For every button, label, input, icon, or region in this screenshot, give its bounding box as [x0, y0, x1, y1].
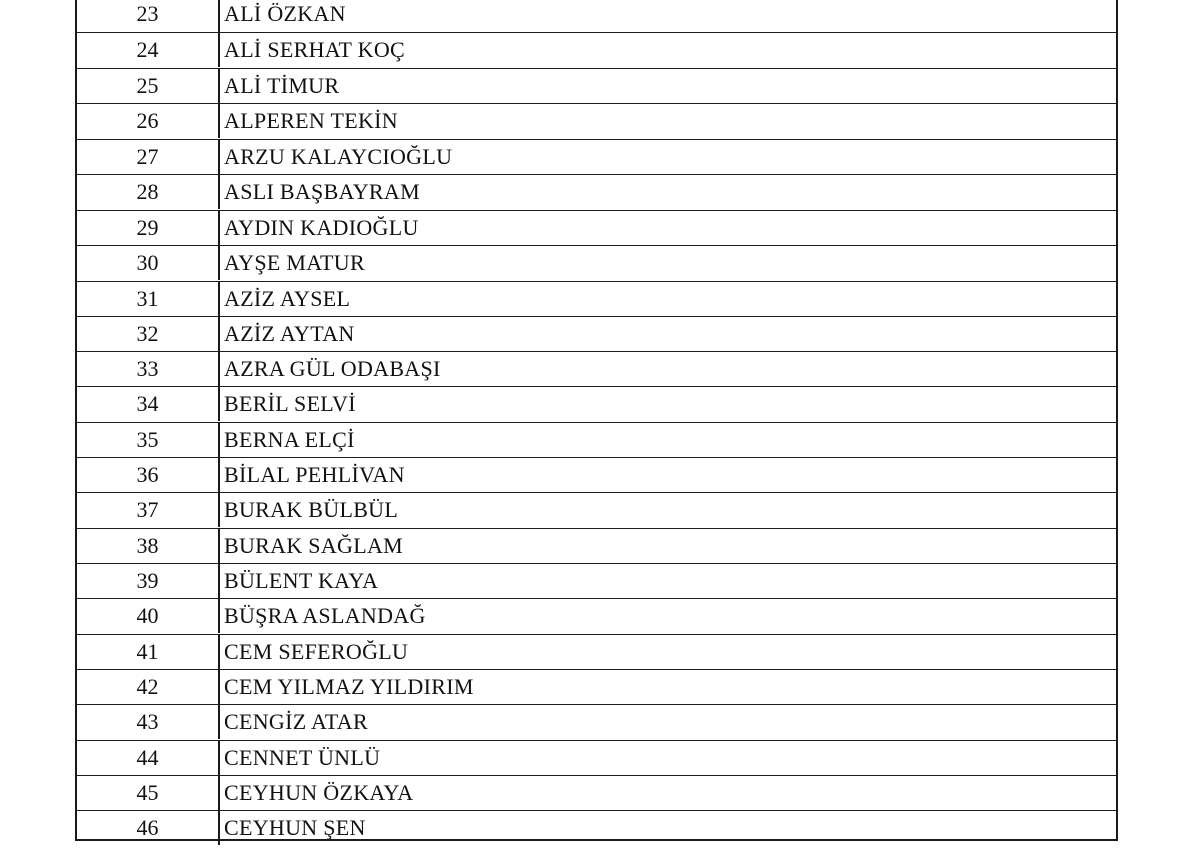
row-number-cell: 25 [136, 73, 159, 98]
row-number-cell: 40 [136, 603, 159, 628]
table-row [77, 281, 1116, 316]
table-row [77, 245, 1116, 280]
person-name-cell: BERİL SELVİ [218, 387, 1116, 421]
person-name-cell: CENNET ÜNLÜ [218, 741, 1116, 775]
row-number-cell: 44 [136, 745, 159, 770]
person-name-cell: CENGİZ ATAR [218, 705, 1116, 739]
row-number-cell: 34 [136, 391, 159, 416]
row-number-cell: 23 [136, 1, 159, 26]
person-name-cell: BİLAL PEHLİVAN [218, 458, 1116, 492]
row-number-cell: 45 [136, 780, 159, 805]
row-number-cell: 42 [136, 674, 159, 699]
person-name-cell: AZİZ AYTAN [218, 317, 1116, 351]
table-row [77, 316, 1116, 351]
table-row [77, 174, 1116, 209]
person-name-cell: BERNA ELÇİ [218, 423, 1116, 457]
table-row [77, 492, 1116, 527]
row-number-cell: 39 [136, 568, 159, 593]
table-row [77, 386, 1116, 421]
row-number-cell: 31 [136, 286, 159, 311]
table-row [77, 0, 1116, 32]
table-row [77, 528, 1116, 563]
table-row [77, 32, 1116, 67]
table-row [77, 704, 1116, 739]
table-row [77, 210, 1116, 245]
table-row [77, 103, 1116, 138]
person-name-cell: AZRA GÜL ODABAŞI [218, 352, 1116, 386]
row-number-cell: 38 [136, 533, 159, 558]
person-name-cell: CEM SEFEROĞLU [218, 635, 1116, 669]
person-name-cell: BÜŞRA ASLANDAĞ [218, 599, 1116, 633]
person-name-cell: ASLI BAŞBAYRAM [218, 175, 1116, 209]
table-row [77, 598, 1116, 633]
person-name-cell: CEM YILMAZ YILDIRIM [218, 670, 1116, 704]
person-name-cell: AYŞE MATUR [218, 246, 1116, 280]
person-name-cell: CEYHUN ŞEN [218, 811, 1116, 845]
table-row [77, 457, 1116, 492]
row-number-cell: 43 [136, 709, 159, 734]
table-row [77, 740, 1116, 775]
table-row [77, 669, 1116, 704]
name-list-table [75, 0, 1118, 841]
row-number-cell: 36 [136, 462, 159, 487]
row-number-cell: 41 [136, 639, 159, 664]
person-name-cell: ALİ ÖZKAN [218, 0, 1116, 32]
row-number-cell: 24 [136, 37, 159, 62]
table-row [77, 634, 1116, 669]
row-number-cell: 33 [136, 356, 159, 381]
person-name-cell: BURAK BÜLBÜL [218, 493, 1116, 527]
row-number-cell: 28 [136, 179, 159, 204]
row-number-cell: 32 [136, 321, 159, 346]
person-name-cell: ARZU KALAYCIOĞLU [218, 140, 1116, 174]
person-name-cell: BÜLENT KAYA [218, 564, 1116, 598]
row-number-cell: 35 [136, 427, 159, 452]
table-row [77, 139, 1116, 174]
table-row [77, 351, 1116, 386]
person-name-cell: ALPEREN TEKİN [218, 104, 1116, 138]
row-number-cell: 30 [136, 250, 159, 275]
person-name-cell: ALİ TİMUR [218, 69, 1116, 103]
table-row [77, 563, 1116, 598]
table-row [77, 422, 1116, 457]
row-number-cell: 46 [136, 815, 159, 840]
table-row [77, 68, 1116, 103]
row-number-cell: 26 [136, 108, 159, 133]
person-name-cell: CEYHUN ÖZKAYA [218, 776, 1116, 810]
row-number-cell: 29 [136, 215, 159, 240]
row-number-cell: 27 [136, 144, 159, 169]
person-name-cell: ALİ SERHAT KOÇ [218, 33, 1116, 67]
row-number-cell: 37 [136, 497, 159, 522]
person-name-cell: AYDIN KADIOĞLU [218, 211, 1116, 245]
table-row [77, 775, 1116, 810]
person-name-cell: AZİZ AYSEL [218, 282, 1116, 316]
person-name-cell: BURAK SAĞLAM [218, 529, 1116, 563]
table-row [77, 810, 1116, 845]
